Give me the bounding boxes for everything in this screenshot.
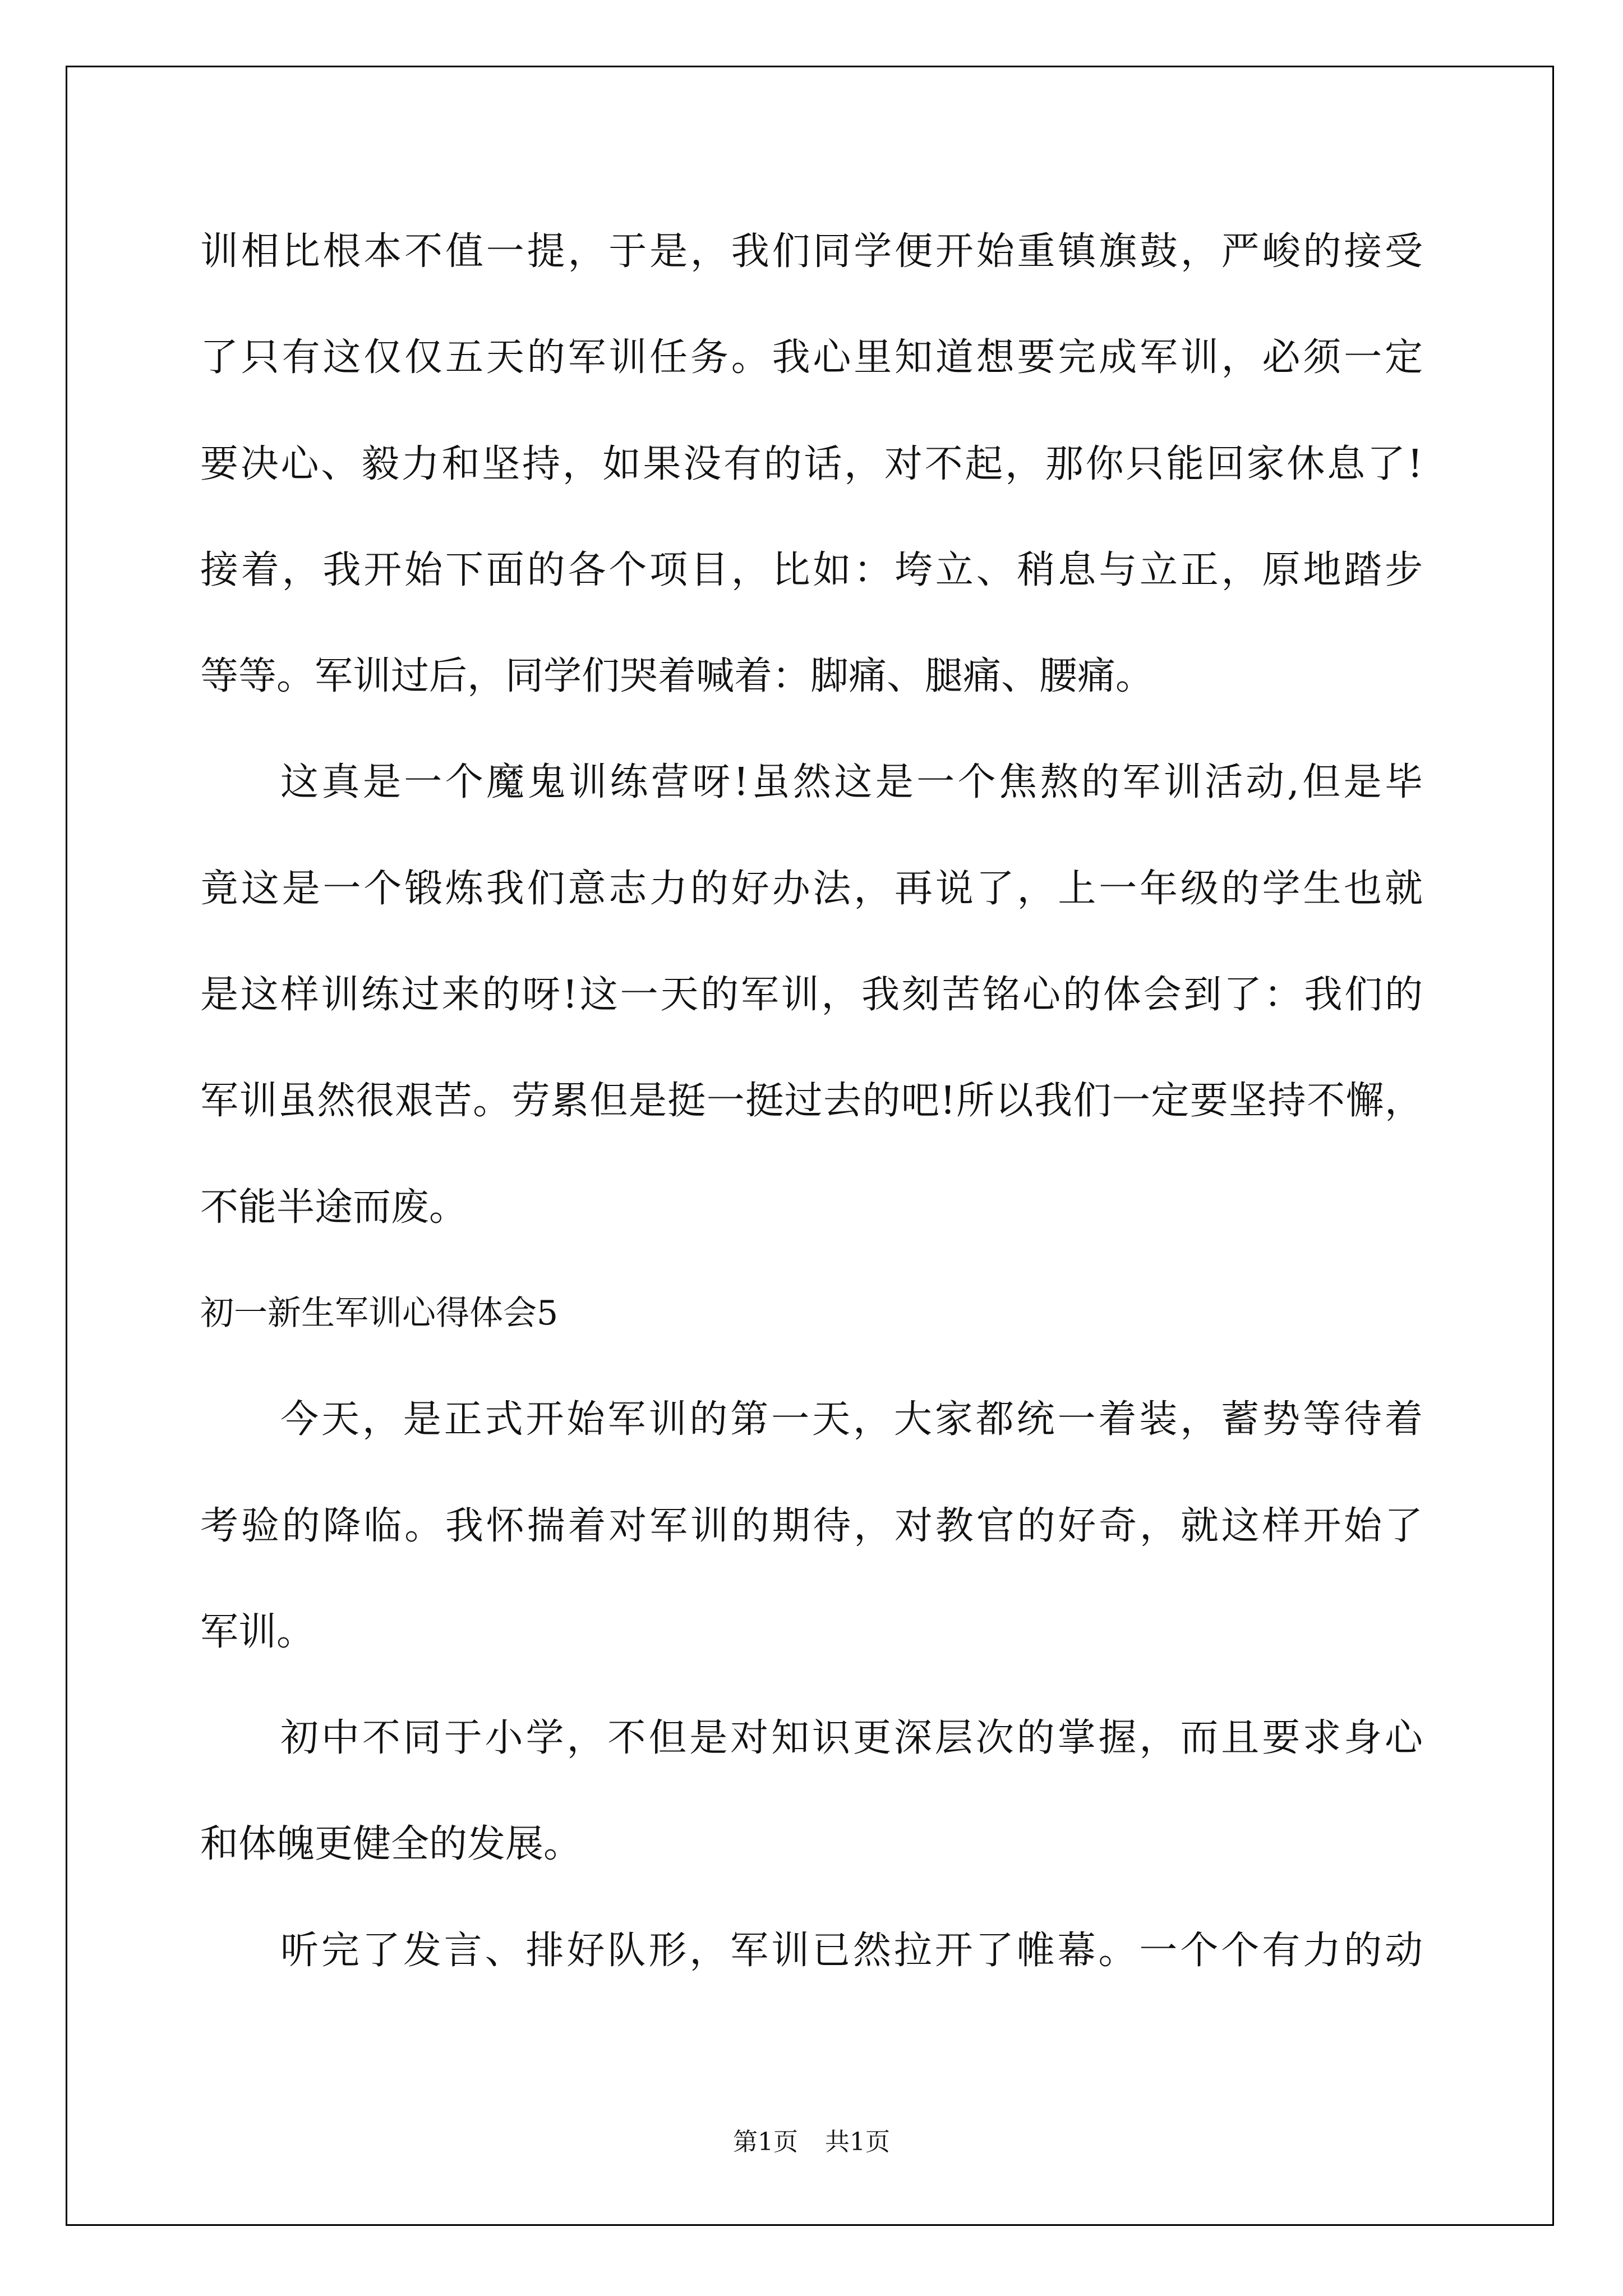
text-line: 和体魄更健全的发展。: [200, 1822, 582, 1867]
text-line: 初中不同于小学，不但是对知识更深层次的掌握，而且要求身心: [280, 1716, 1423, 1761]
text-line: 等等。军训过后，同学们哭着喊着：脚痛、腿痛、腰痛。: [200, 654, 1154, 699]
text-line: 今天，是正式开始军训的第一天，大家都统一着装，蓄势等待着: [280, 1397, 1423, 1442]
page-footer: [0, 2125, 1623, 2159]
text-line: 军训。: [200, 1609, 315, 1654]
text-line: 这真是一个魔鬼训练营呀!虽然这是一个焦熬的军训活动,但是毕: [280, 760, 1423, 805]
text-line: 要决心、毅力和坚持，如果没有的话，对不起，那你只能回家休息了!: [200, 441, 1423, 486]
current-page-label: 第1页: [733, 2128, 798, 2156]
text-line: 训相比根本不值一提，于是，我们同学便开始重镇旗鼓，严峻的接受: [200, 229, 1423, 274]
document-body: [200, 199, 1423, 2004]
section-heading: 初一新生军训心得体会5: [200, 1293, 559, 1333]
paragraph: [200, 729, 1423, 1260]
text-line: 竟这是一个锻炼我们意志力的好办法，再说了，上一年级的学生也就: [200, 866, 1423, 911]
paragraph: [200, 199, 1423, 729]
text-line: 接着，我开始下面的各个项目，比如：垮立、稍息与立正，原地踏步: [200, 547, 1423, 592]
paragraph: [200, 1685, 1423, 1898]
text-line: 考验的降临。我怀揣着对军训的期待，对教官的好奇，就这样开始了: [200, 1503, 1423, 1548]
text-line: 不能半途而废。: [200, 1185, 468, 1230]
text-line: 军训虽然很艰苦。劳累但是挺一挺过去的吧!所以我们一定要坚持不懈，: [200, 1079, 1423, 1124]
total-pages-label: 共1页: [825, 2128, 890, 2156]
text-line: 了只有这仅仅五天的军训任务。我心里知道想要完成军训，必须一定: [200, 335, 1423, 380]
paragraph: [200, 1898, 1423, 2004]
text-line: 是这样训练过来的呀!这一天的军训，我刻苦铭心的体会到了：我们的: [200, 973, 1423, 1018]
text-line: 听完了发言、排好队形，军训已然拉开了帷幕。一个个有力的动: [280, 1928, 1423, 1973]
paragraph: [200, 1366, 1423, 1685]
